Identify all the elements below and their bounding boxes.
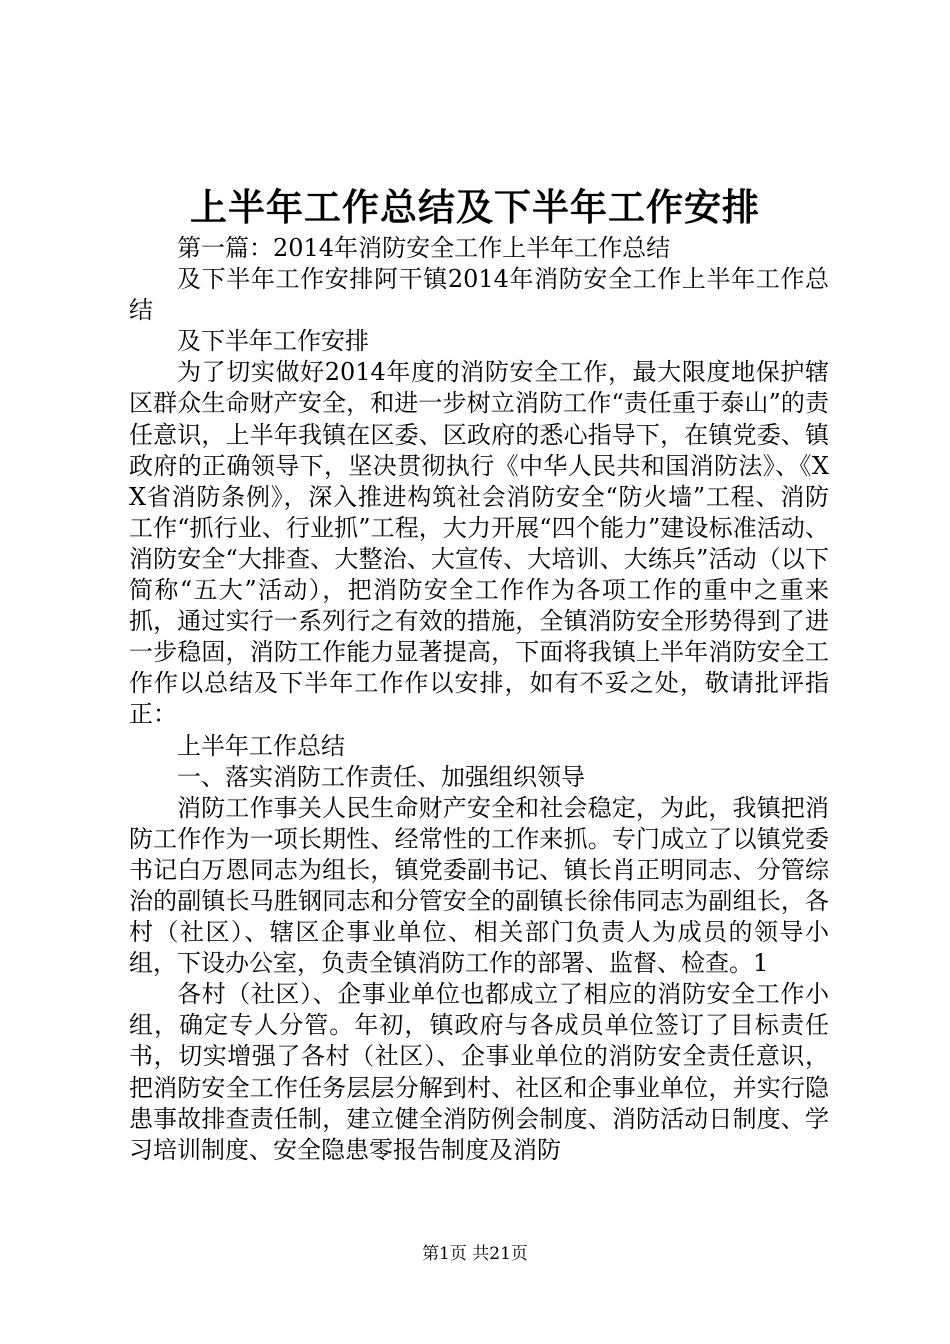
paragraph: 第一篇：2014年消防安全工作上半年工作总结 <box>177 234 671 262</box>
section-heading: 上半年工作总结 <box>177 731 345 760</box>
section-heading: 一、落实消防工作责任、加强组织领导 <box>177 762 585 791</box>
page-number-footer: 第1页 共21页 <box>422 1244 528 1264</box>
paragraph: 及下半年工作安排阿干镇2014年消防安全工作上半年工作总结 <box>129 265 829 325</box>
paragraph: 及下半年工作安排 <box>177 327 369 356</box>
paragraph: 各村（社区）、企事业单位也都成立了相应的消防安全工作小组，确定专人分管。年初，镇政府与各成员单位签订了目标责任书，切实增强了各村（社区）、企事业单位的消防安全责任意识，把消防安全工作任务层层分解到村、社区和企事业单位，并实行隐患事故排查责任制，建立健全消防例会制度、消防活动日制度、学习培训制度、安全隐患零报告制度及消防 <box>129 980 829 1164</box>
paragraph: 为了切实做好2014年度的消防安全工作，最大限度地保护辖区群众生命财产安全，和进一步树立消防工作“责任重于泰山”的责任意识，上半年我镇在区委、区政府的悉心指导下，在镇党委、镇政府的正确领导下，坚决贯彻执行《中华人民共和国消防法》、《XX省消防条例》，深入推进构筑社会消防安全“防火墙”工程、消防工作“抓行业、行业抓”工程，大力开展“四个能力”建设标准活动、消防安全“大排查、大整治、大宣传、大培训、大练兵”活动（以下简称“五大”活动），把消防安全工作作为各项工作的重中之重来抓，通过实行一系列行之有效的措施，全镇消防安全形势得到了进一步稳固，消防工作能力显著提高，下面将我镇上半年消防安全工作作以总结及下半年工作作以安排，如有不妥之处，敬请批评指正： <box>129 358 829 729</box>
document-body <box>129 233 829 1166</box>
paragraph: 消防工作事关人民生命财产安全和社会稳定，为此，我镇把消防工作作为一项长期性、经常性的工作来抓。专门成立了以镇党委书记白万恩同志为组长，镇党委副书记、镇长肖正明同志、分管综治的副镇长马胜钢同志和分管安全的副镇长徐伟同志为副组长，各村（社区）、辖区企事业单位、相关部门负责人为成员的领导小组，下设办公室，负责全镇消防工作的部署、监督、检查。1 <box>129 793 829 978</box>
document-title: 上半年工作总结及下半年工作安排 <box>190 186 760 229</box>
